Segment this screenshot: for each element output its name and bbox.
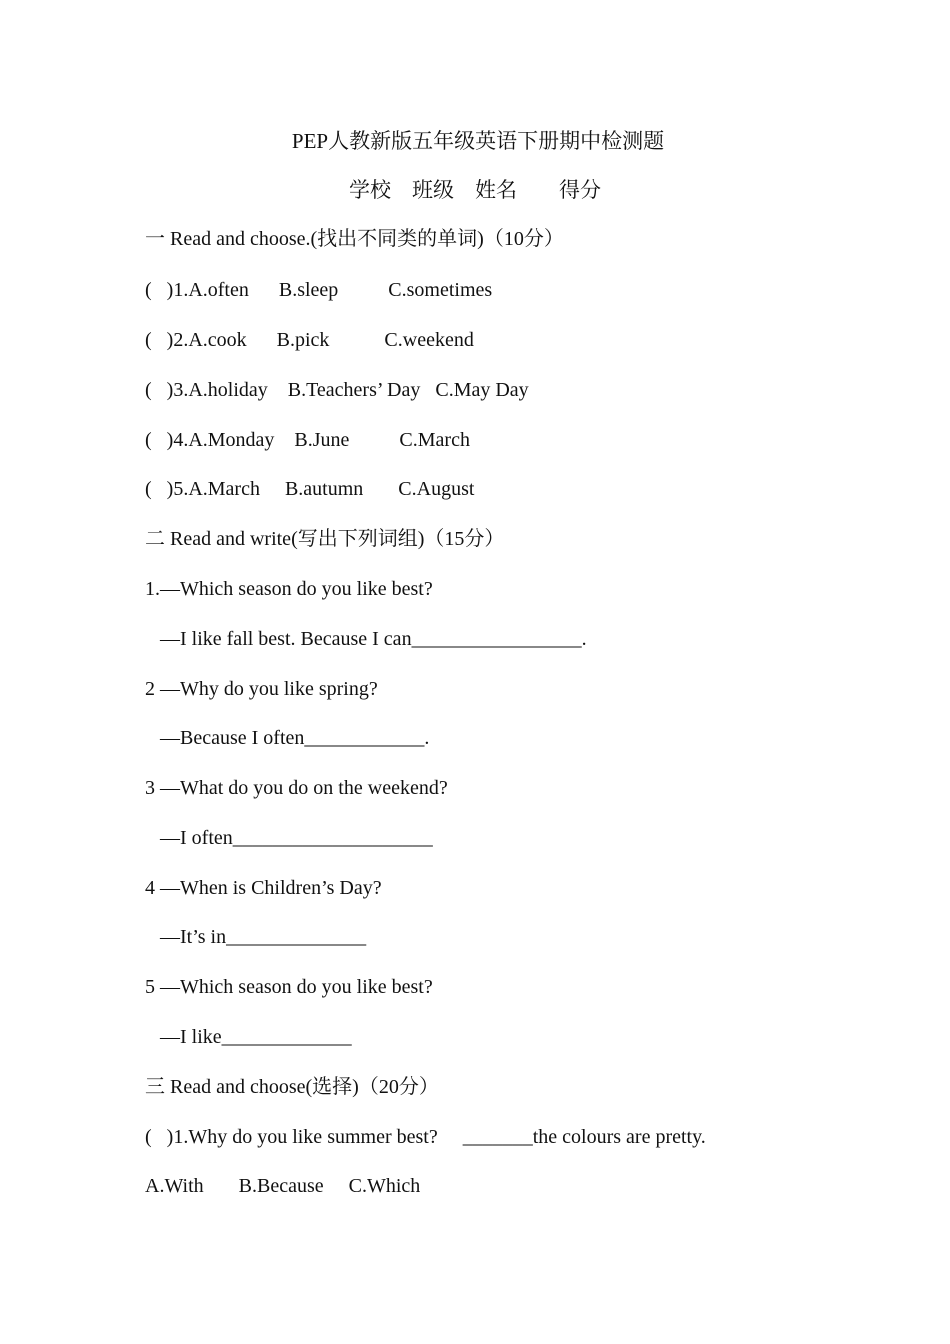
- section-2-answer-4: —It’s in______________: [160, 926, 367, 948]
- section-2-answer-2: —Because I often____________.: [160, 727, 430, 749]
- section-1-item-1: ( )1.A.often B.sleep C.sometimes: [145, 279, 493, 301]
- document-title: PEP人教新版五年级英语下册期中检测题: [291, 129, 665, 153]
- section-2-answer-5: —I like_____________: [160, 1026, 352, 1048]
- section-2-question-4: 4 —When is Children’s Day?: [145, 877, 382, 899]
- section-3-heading: 三 Read and choose(选择)（20分）: [145, 1076, 439, 1098]
- section-2-heading: 二 Read and write(写出下列词组)（15分）: [145, 528, 505, 550]
- section-2-answer-3: —I often____________________: [160, 827, 433, 849]
- section-3-question-1: ( )1.Why do you like summer best? _______the colours are pretty.: [145, 1126, 706, 1148]
- section-2-question-2: 2 —Why do you like spring?: [145, 678, 378, 700]
- student-info-line: 学校 班级 姓名 得分: [349, 178, 601, 202]
- section-1-item-5: ( )5.A.March B.autumn C.August: [145, 478, 475, 500]
- section-2-question-5: 5 —Which season do you like best?: [145, 976, 433, 998]
- section-2-answer-1: —I like fall best. Because I can_________________.: [160, 628, 587, 650]
- section-1-item-3: ( )3.A.holiday B.Teachers’ Day C.May Day: [145, 379, 529, 401]
- section-2-question-1: 1.—Which season do you like best?: [145, 578, 433, 600]
- section-1-heading: 一 Read and choose.(找出不同类的单词)（10分）: [145, 228, 564, 250]
- section-2-question-3: 3 —What do you do on the weekend?: [145, 777, 448, 799]
- section-1-item-4: ( )4.A.Monday B.June C.March: [145, 429, 470, 451]
- section-1-item-2: ( )2.A.cook B.pick C.weekend: [145, 329, 474, 351]
- section-3-question-1-options: A.With B.Because C.Which: [145, 1175, 421, 1197]
